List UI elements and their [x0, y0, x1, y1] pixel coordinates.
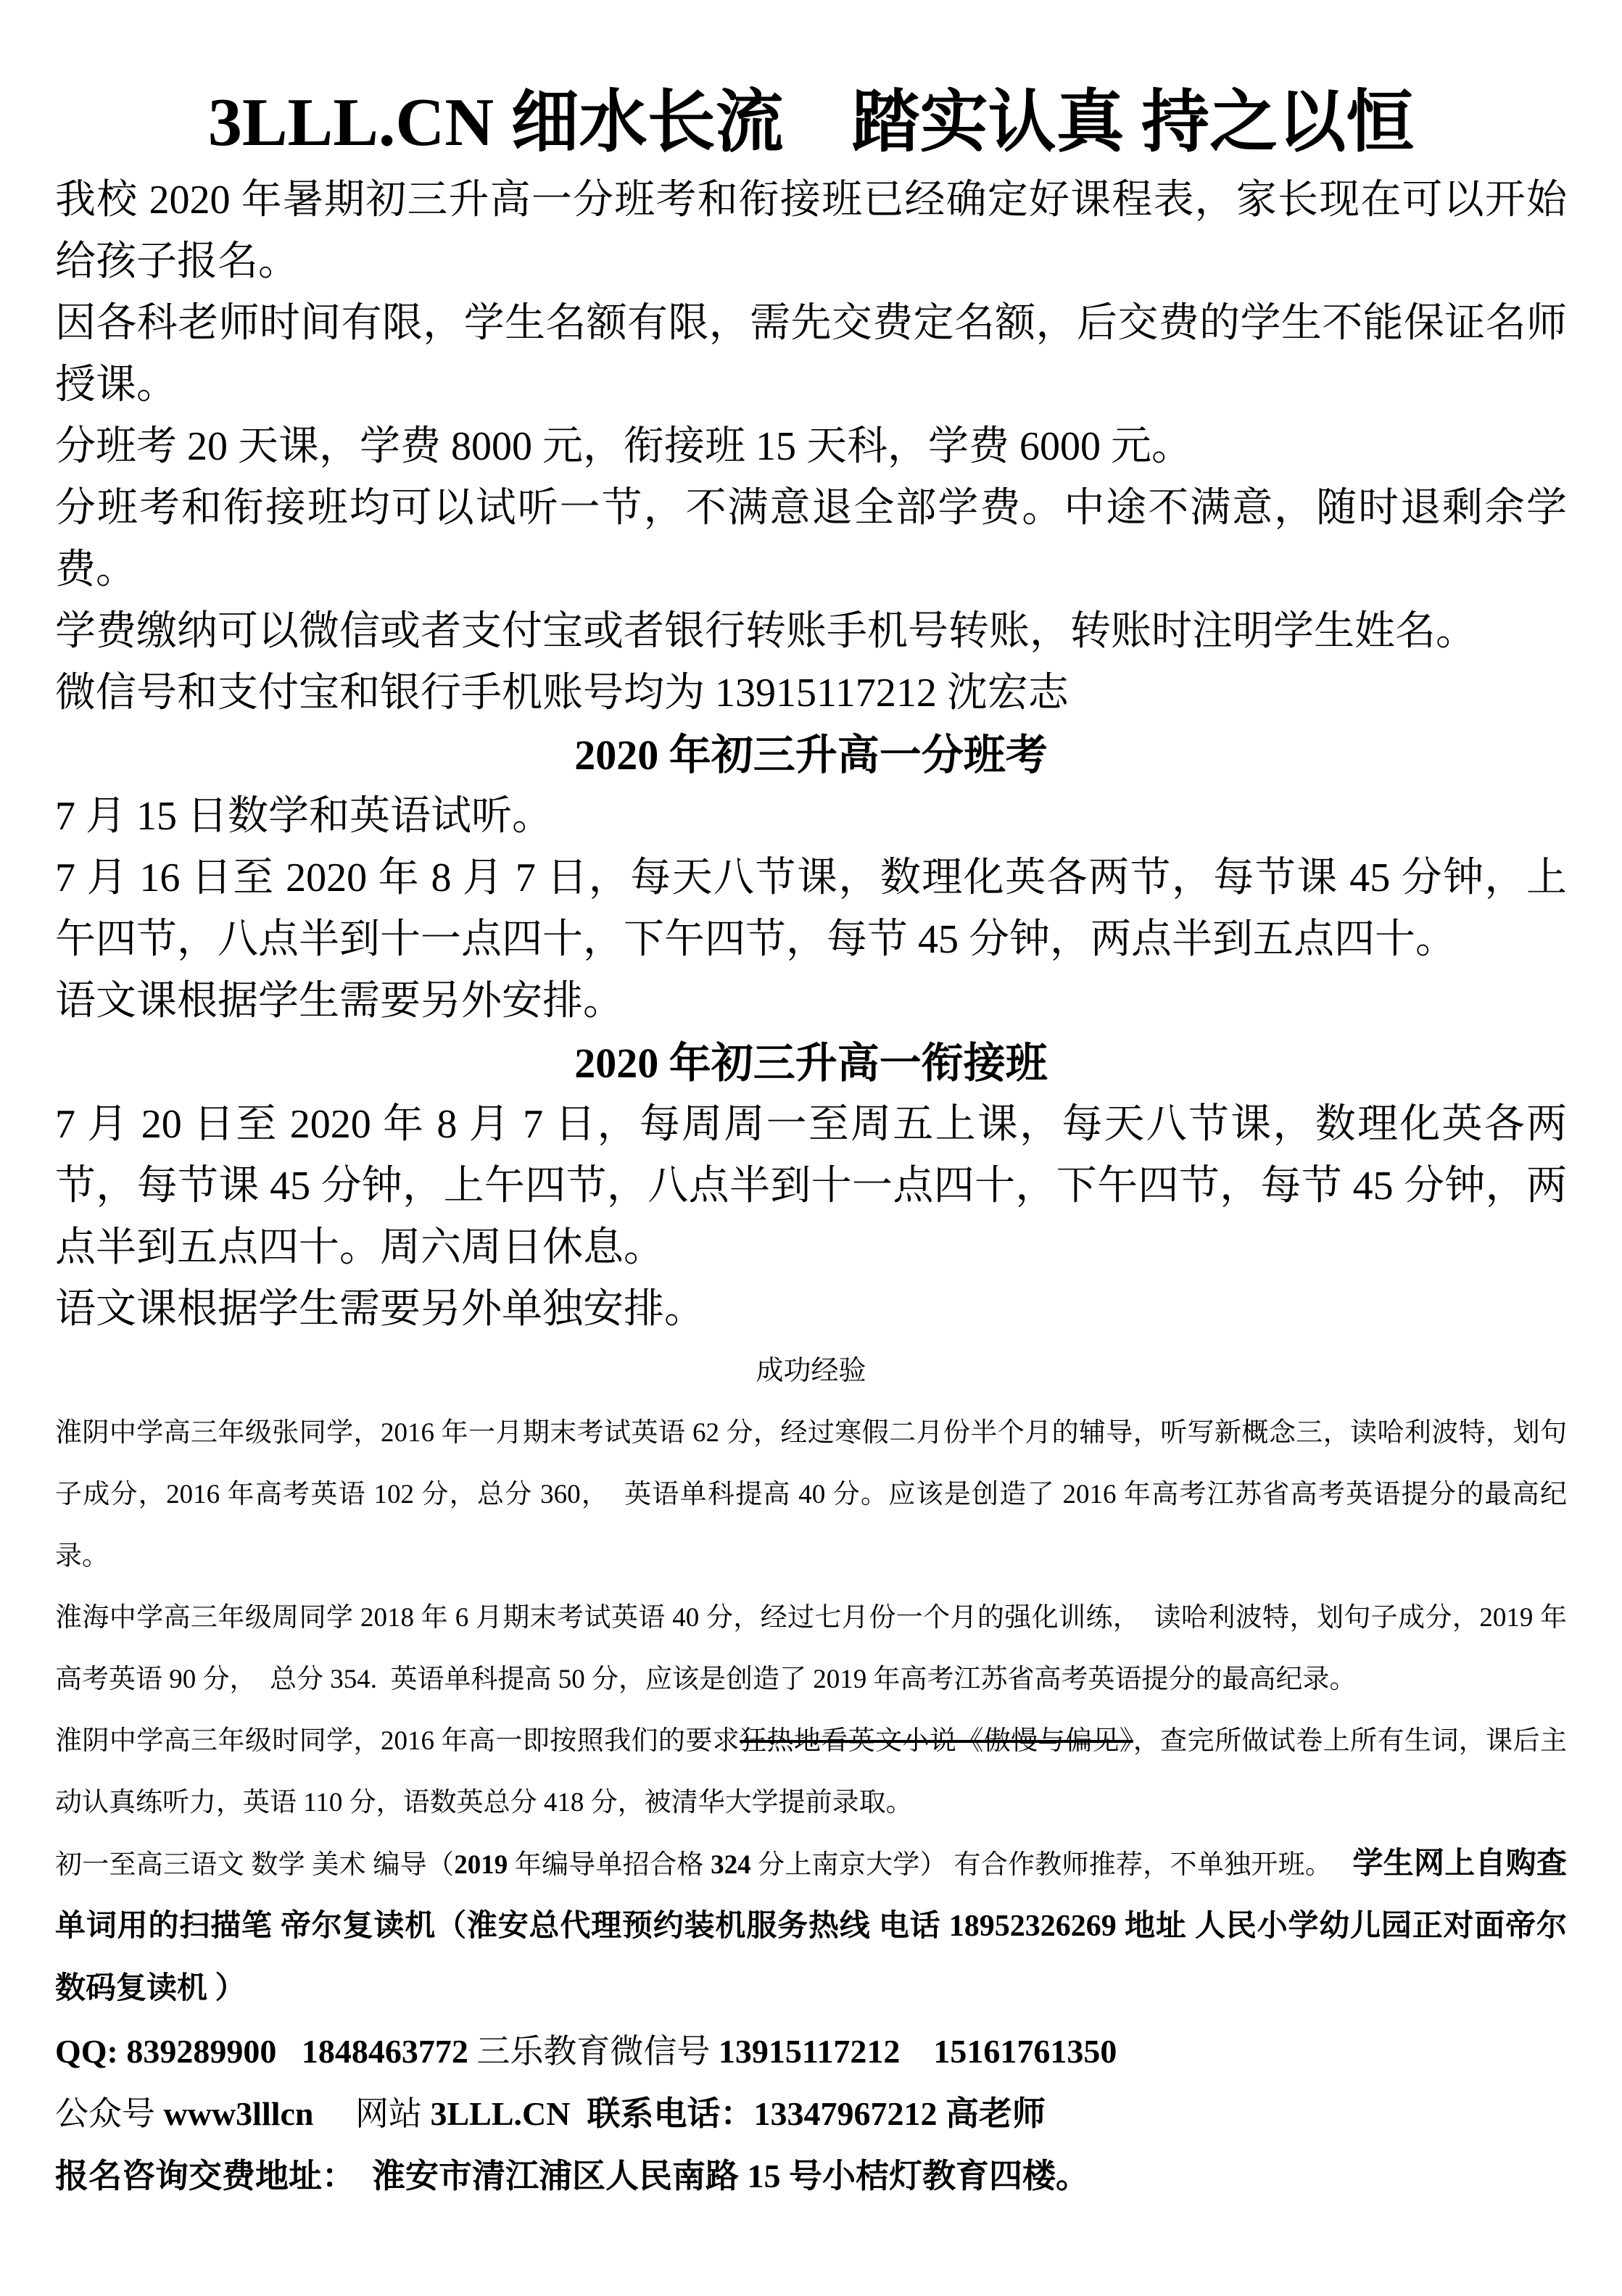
contact-website-line-run-0: 公众号 [55, 2095, 164, 2132]
para-student-shi-run-0: 淮阴中学高三年级时同学，2016 年高一即按照我们的要求 [55, 1726, 740, 1756]
contact-address-line-run-0: 报名咨询交费地址： 淮安市清江浦区人民南路 15 号小桔灯教育四楼。 [55, 2158, 1089, 2195]
para-tuition-fees-run-0: 分班考 20 天课，学费 8000 元，衔接班 15 天科，学费 6000 元。 [55, 424, 1192, 469]
para-student-zhang [55, 1402, 1567, 1587]
heading-bridging-class [55, 1032, 1567, 1094]
para-refund-policy [55, 478, 1567, 601]
heading-placement-exam-run-0: 2020 年初三升高一分班考 [574, 732, 1048, 779]
para-other-subjects-run-3: 324 [711, 1850, 751, 1880]
heading-success-stories-run-0: 成功经验 [756, 1356, 866, 1386]
para-bridging-schedule [55, 1094, 1567, 1279]
contact-website-line [55, 2083, 1567, 2145]
heading-bridging-class-run-0: 2020 年初三升高一衔接班 [574, 1040, 1048, 1087]
para-exam-schedule [55, 847, 1567, 971]
contact-website-line-run-1: www3lllcn [163, 2095, 314, 2132]
para-other-subjects-run-1: 2019 [454, 1850, 508, 1880]
para-student-shi-run-2: ，查完所做试卷上所有生词，课后主动认真练听力，英语 110 分，语数英总分 418 分，被清华大学提前录取。 [55, 1726, 1568, 1818]
contact-website-line-run-5: 联系电话：13347967212 高老师 [587, 2095, 1046, 2132]
para-trial-date-run-0: 7 月 15 日数学和英语试听。 [55, 794, 553, 839]
para-other-subjects [55, 1833, 1567, 2021]
para-chinese-arrangement-2-run-0: 语文课根据学生需要另外单独安排。 [55, 1287, 705, 1332]
para-other-subjects-run-5: 学生网上自购查单词用的扫描笔 帝尔复读机（淮安总代理预约装机服务热线 电话 18952326269 地址 人民小学幼儿园正对面帝尔数码复读机 ） [55, 1847, 1567, 2005]
para-student-shi [55, 1710, 1567, 1833]
para-chinese-arrangement-2 [55, 1279, 1567, 1340]
para-student-zhou [55, 1587, 1567, 1710]
page-title [55, 75, 1567, 170]
para-payment-account [55, 663, 1567, 724]
para-student-zhou-run-0: 淮海中学高三年级周同学 2018 年 6 月期末考试英语 40 分，经过七月份一个月的强化训练， 读哈利波特，划句子成分，2019 年高考英语 90 分， 总分 354. 英语单科提高 50 分，应该是创造了 2019 年高考江苏省高考英语提分的最高纪录。 [55, 1603, 1567, 1694]
para-payment-methods-run-0: 学费缴纳可以微信或者支付宝或者银行转账手机号转账，转账时注明学生姓名。 [55, 609, 1476, 654]
contact-qq-line-run-2: 13915117212 15161761350 [718, 2033, 1117, 2070]
para-refund-policy-run-0: 分班考和衔接班均可以试听一节，不满意退全部学费。中途不满意，随时退剩余学费。 [55, 486, 1567, 592]
contact-website-line-run-4 [570, 2095, 587, 2132]
para-student-zhang-run-0: 淮阴中学高三年级张同学，2016 年一月期末考试英语 62 分，经过寒假二月份半个月的辅导，听写新概念三，读哈利波特，划句子成分，2016 年高考英语 102 分，总分 360， 英语单科提高 40 分。应该是创造了 2016 年高考江苏省高考英语提分的最高纪录。 [55, 1418, 1567, 1571]
para-chinese-arrangement [55, 971, 1567, 1032]
para-enrollment-open [55, 170, 1567, 293]
heading-placement-exam [55, 724, 1567, 786]
contact-qq-line [55, 2021, 1567, 2083]
para-enrollment-open-run-0: 我校 2020 年暑期初三升高一分班考和衔接班已经确定好课程表，家长现在可以开始给孩子报名。 [55, 178, 1567, 284]
para-quota-notice-run-0: 因各科老师时间有限，学生名额有限，需先交费定名额，后交费的学生不能保证名师授课。 [55, 301, 1567, 407]
page-title-run-0: 3LLL.CN 细水长流 踏实认真 持之以恒 [207, 85, 1415, 160]
para-bridging-schedule-run-0: 7 月 20 日至 2020 年 8 月 7 日，每周周一至周五上课，每天八节课，数理化英各两节，每节课 45 分钟，上午四节，八点半到十一点四十，下午四节，每节 45 分钟，两点半到五点四十。周六周日休息。 [55, 1102, 1567, 1270]
contact-address-line [55, 2145, 1567, 2208]
para-trial-date [55, 786, 1567, 847]
para-payment-methods [55, 601, 1567, 663]
contact-website-line-run-3: 3LLL.CN [430, 2095, 571, 2132]
para-student-shi-run-1: 狂热地看英文小说《傲慢与偏见》 [740, 1726, 1133, 1756]
contact-website-line-run-2: 网站 [313, 2095, 431, 2132]
para-other-subjects-run-4: 分上南京大学） 有合作教师推荐，不单独开班。 [750, 1850, 1353, 1880]
contact-qq-line-run-1: 三乐教育微信号 [476, 2033, 719, 2070]
document-content [55, 75, 1567, 2208]
para-exam-schedule-run-0: 7 月 16 日至 2020 年 8 月 7 日，每天八节课，数理化英各两节，每节课 45 分钟，上午四节，八点半到十一点四十，下午四节，每节 45 分钟，两点半到五点四十。 [55, 855, 1567, 962]
para-payment-account-run-0: 微信号和支付宝和银行手机账号均为 13915117212 沈宏志 [55, 671, 1069, 716]
para-other-subjects-run-0: 初一至高三语文 数学 美术 编导（ [55, 1850, 455, 1880]
para-quota-notice [55, 293, 1567, 416]
para-other-subjects-run-2: 年编导单招合格 [508, 1850, 711, 1880]
para-tuition-fees [55, 416, 1567, 478]
para-chinese-arrangement-run-0: 语文课根据学生需要另外安排。 [55, 979, 624, 1024]
heading-success-stories [55, 1340, 1567, 1402]
contact-qq-line-run-0: QQ: 839289900 1848463772 [55, 2033, 477, 2070]
